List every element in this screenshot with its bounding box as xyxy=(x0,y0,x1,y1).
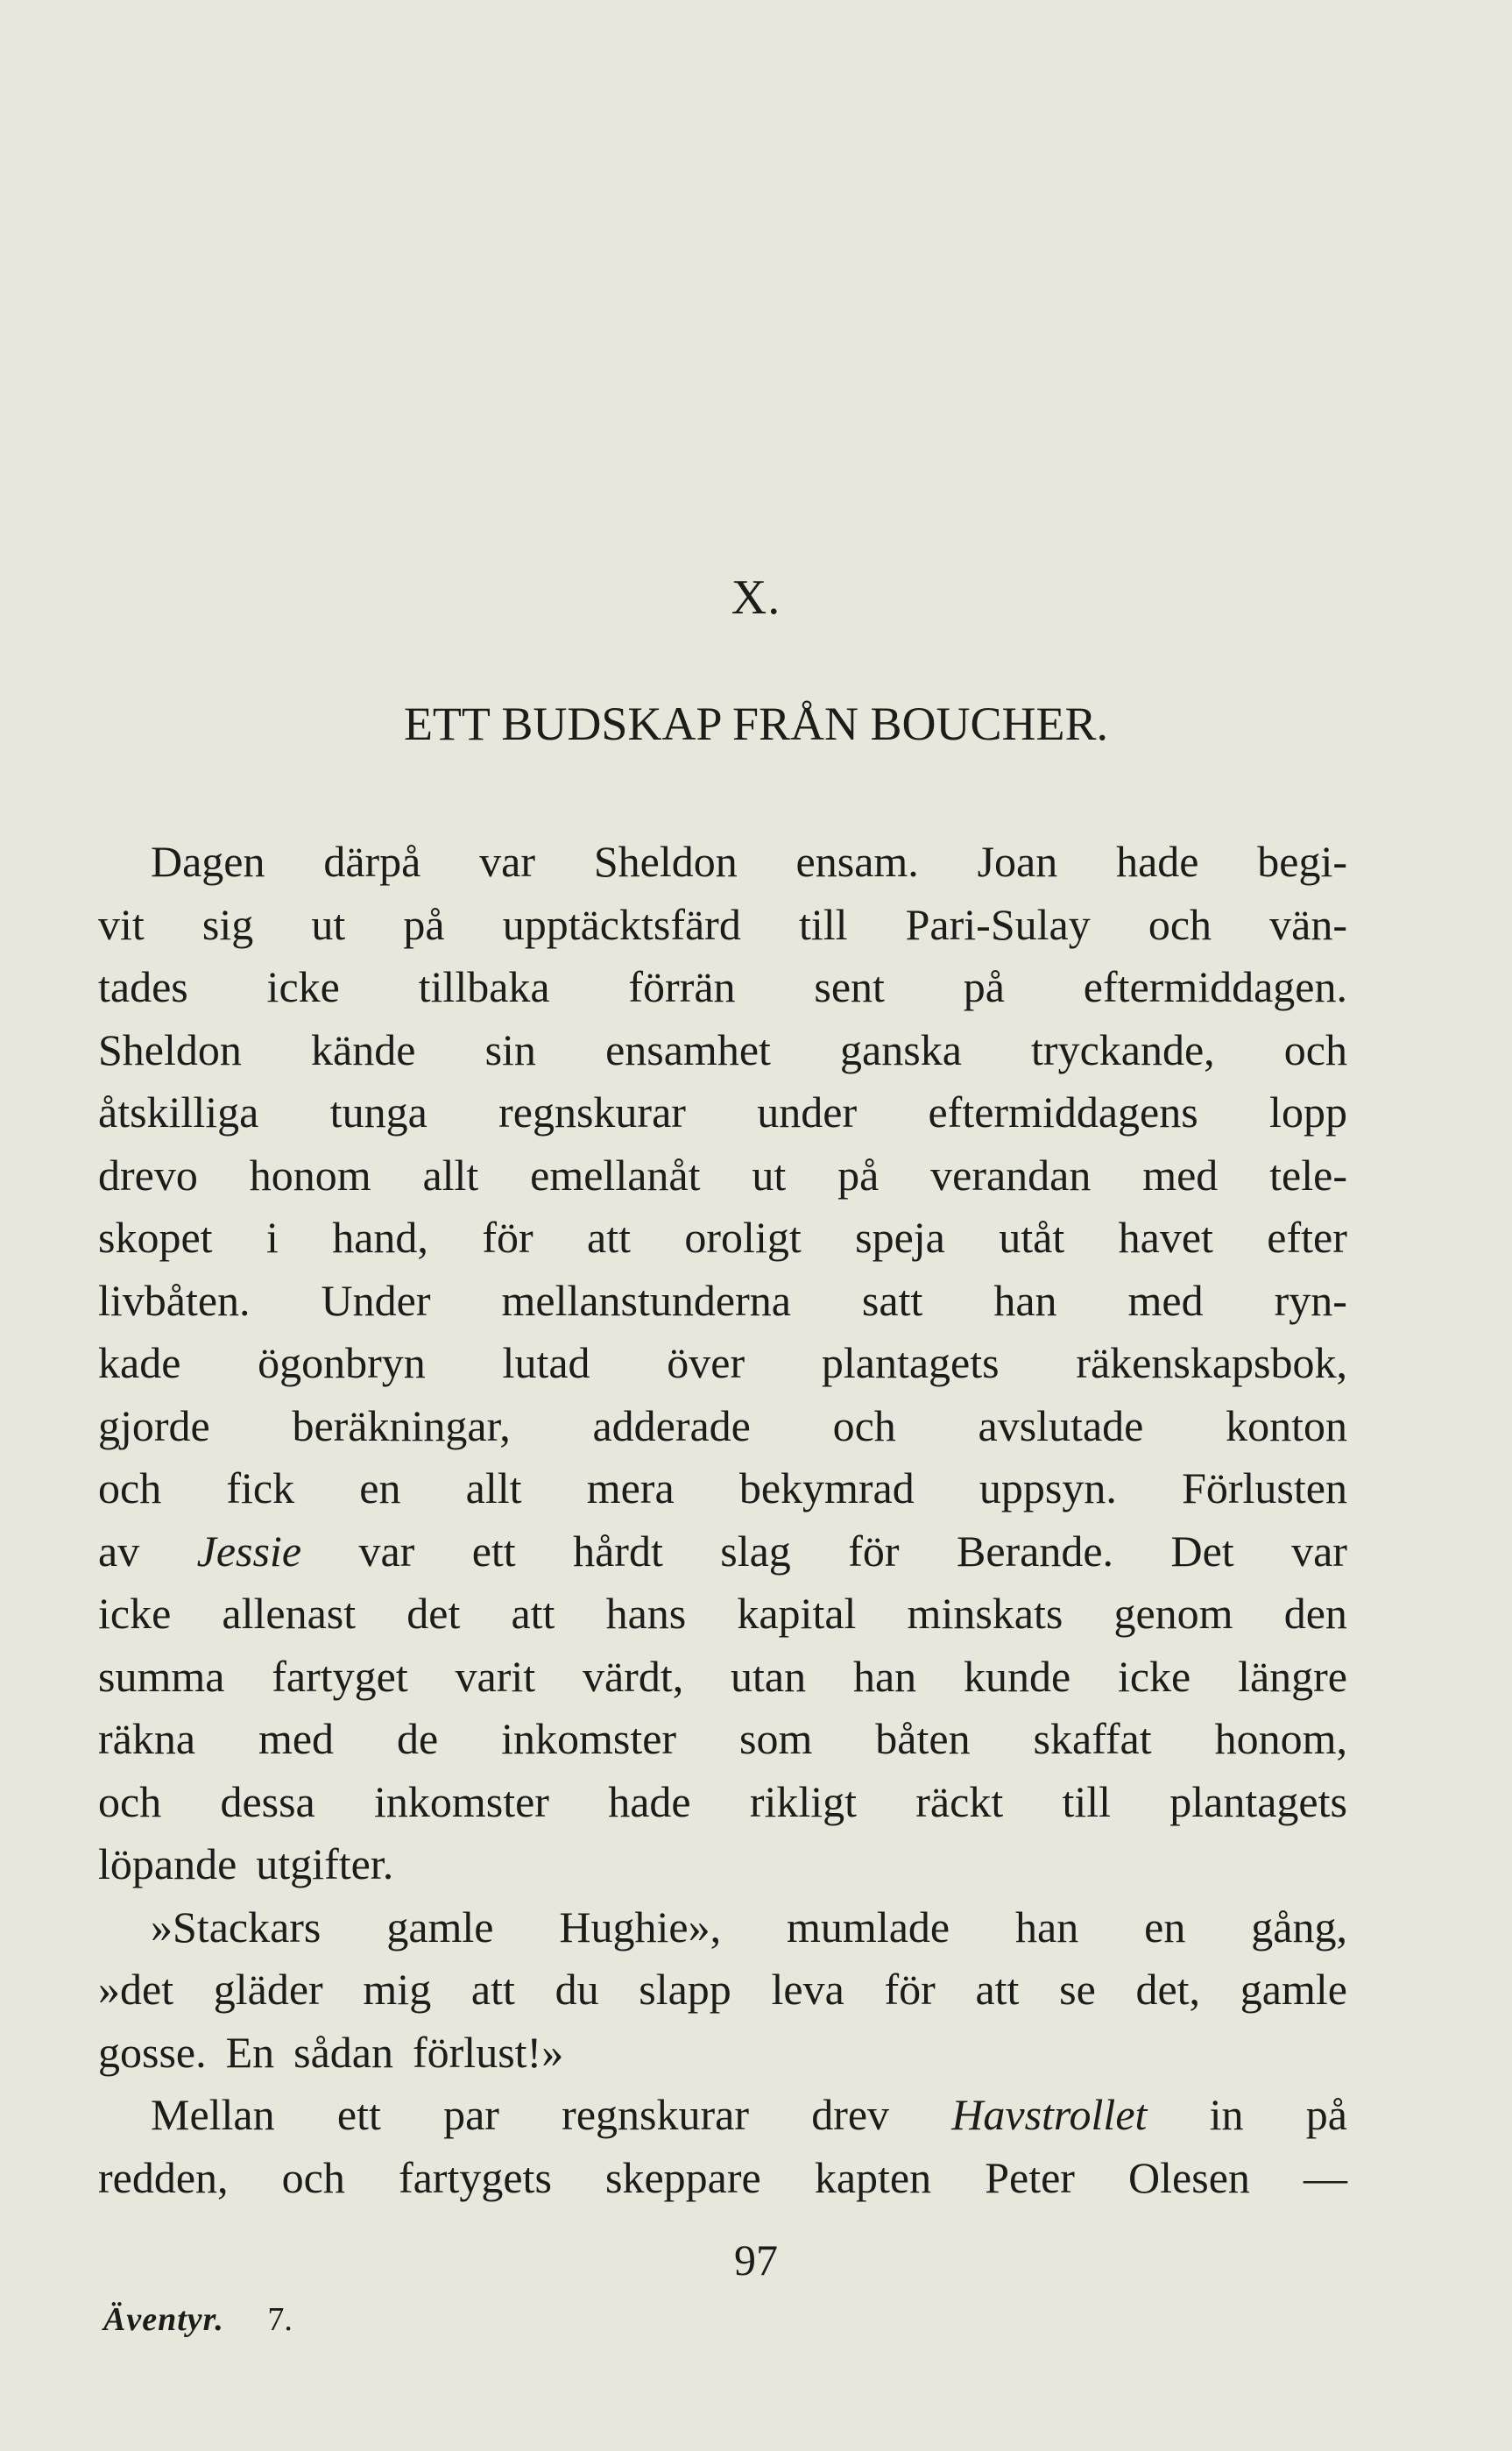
text-line: redden, och fartygets skeppare kapten Peter Olesen — xyxy=(98,2152,1347,2202)
text-line: »det gläder mig att du slapp leva för att se det, gamle xyxy=(98,1965,1347,2014)
text-line: och fick en allt mera bekymrad uppsyn. Förlusten xyxy=(98,1463,1347,1512)
text-line: åtskilliga tunga regnskurar under eftermiddagens lopp xyxy=(98,1087,1347,1137)
text-line: och dessa inkomster hade rikligt räckt till plantagets xyxy=(98,1776,1347,1826)
text-line: av Jessie var ett hårdt slag för Berande. Det var xyxy=(98,1526,1347,1576)
chapter-number: X. xyxy=(731,570,781,625)
text-line: summa fartyget varit värdt, utan han kunde icke längre xyxy=(98,1651,1347,1701)
text-line: tades icke tillbaka förrän sent på eftermiddagen. xyxy=(98,962,1347,1011)
text-line: livbåten. Under mellanstunderna satt han med ryn- xyxy=(98,1275,1347,1325)
printer-signature xyxy=(103,2300,293,2339)
text-line: vit sig ut på upptäcktsfärd till Pari-Sulay och vän- xyxy=(98,899,1347,949)
text-line: drevo honom allt emellanåt ut på verandan med tele- xyxy=(98,1150,1347,1200)
text-line: gosse. En sådan förlust!» xyxy=(98,2027,564,2077)
body-text xyxy=(98,831,1347,2209)
text-line: Sheldon kände sin ensamhet ganska tryckande, och xyxy=(98,1024,1347,1074)
page-number: 97 xyxy=(734,2235,778,2285)
signature-number: 7. xyxy=(267,2301,293,2338)
text-line: Mellan ett par regnskurar drev Havstrollet in på xyxy=(151,2090,1347,2139)
chapter-title: ETT BUDSKAP FRÅN BOUCHER. xyxy=(403,698,1109,750)
text-line: räkna med de inkomster som båten skaffat honom, xyxy=(98,1714,1347,1763)
text-line: gjorde beräkningar, adderade och avslutade konton xyxy=(98,1400,1347,1450)
signature-title: Äventyr. xyxy=(103,2301,224,2338)
text-line: icke allenast det att hans kapital minskats genom den xyxy=(98,1589,1347,1638)
text-line: Dagen därpå var Sheldon ensam. Joan hade begi- xyxy=(151,837,1347,886)
text-line: »Stackars gamle Hughie», mumlade han en gång, xyxy=(151,1902,1347,1952)
text-line: skopet i hand, för att oroligt speja utåt havet efter xyxy=(98,1213,1347,1262)
text-line: löpande utgifter. xyxy=(98,1839,394,1888)
text-line: kade ögonbryn lutad över plantagets räkenskapsbok, xyxy=(98,1338,1347,1387)
